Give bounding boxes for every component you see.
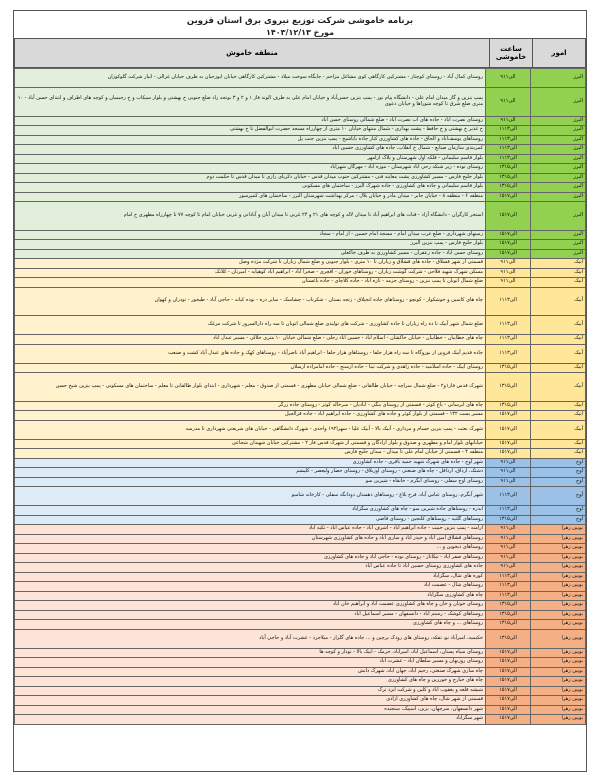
table-row <box>15 601 586 611</box>
cell-time: ۹الی۱۱ <box>486 88 531 117</box>
cell-area: بویین زهرا <box>531 563 586 573</box>
cell-region: منطقه ۴ - قسمتی از خیابان امام علی تا میدان - میدان خلیج فارس <box>15 449 486 459</box>
cell-area: بویین زهرا <box>531 582 586 592</box>
cell-time: ۱۳الی۱۵ <box>486 620 531 630</box>
cell-region: منطقه ۶ - منطقه ۸ - خیابان جابر - میدان مادر و خیابان بلال - مرکز بهداشت شهرستان البرز - ساختمان های کمپرسور <box>15 192 486 202</box>
column-header-row <box>14 38 586 68</box>
cell-time: ۱۱الی۱۳ <box>486 572 531 582</box>
column-header-region: منطقه خاموش <box>15 39 490 68</box>
cell-time: ۹الی۱۱ <box>486 278 531 288</box>
column-header-area: امور <box>533 39 586 68</box>
cell-region: روستاهای دیخوین و ... <box>15 544 486 554</box>
cell-region: روستاهای قشلاق امین آباد و حیدر آباد و ساری آباد و جاده های کشاورزی شهرستان <box>15 534 486 544</box>
cell-time: ۹الی۱۱ <box>486 458 531 468</box>
cell-region: روستای سیاه پستان، اسماعیل آباد، امیرآباد، خرمک - آبیک بالا - تودار و کوچه ها <box>15 648 486 658</box>
table-row <box>15 287 586 316</box>
table-row <box>15 677 586 687</box>
cell-area: البرز <box>531 183 586 193</box>
cell-area: آوج <box>531 477 586 487</box>
table-row <box>15 126 586 136</box>
cell-area: البرز <box>531 135 586 145</box>
cell-time: ۱۵الی۱۷ <box>486 240 531 250</box>
cell-region: جاده های کشاورزی روستای حسین آباد تا جاده عباس آباد <box>15 563 486 573</box>
table-row <box>15 268 586 278</box>
cell-area: بویین زهرا <box>531 553 586 563</box>
cell-time: ۱۱الی۱۳ <box>486 145 531 155</box>
cell-area: آبیک <box>531 287 586 316</box>
cell-area: البرز <box>531 69 586 88</box>
cell-region: خیابانهای بلوار امام و مطهری و صدوق و بلوار آزادگان و قسمتی از شهرک قدس فاز ۲ - مشترکین خیابان شهیدان شجاعی <box>15 439 486 449</box>
table-row <box>15 230 586 240</box>
cell-area: البرز <box>531 173 586 183</box>
cell-region: آبدره - روستاهای جاده شیرین سو - چاه های کشاورزی سگزآباد <box>15 506 486 516</box>
table-row <box>15 563 586 573</box>
table-row <box>15 411 586 421</box>
cell-region: شهرک قدس فاز۱و۲ - ضلع شمال سراچه - خیابان طالقانی - ضلع شمالی خیابان مطهری - قسمتی از صدوق - معلم - شهرداری - ابتدای بلوار طالقانی تا معلم - ساختمان های مسکونی - پمپ بنزین شیخ حسن <box>15 373 486 402</box>
cell-time: ۱۳الی۱۵ <box>486 173 531 183</box>
table-row <box>15 335 586 345</box>
cell-time: ۱۱الی۱۳ <box>486 487 531 506</box>
cell-area: البرز <box>531 88 586 117</box>
cell-area: البرز <box>531 192 586 202</box>
cell-time: ۱۱الی۱۳ <box>486 344 531 363</box>
table-row <box>15 439 586 449</box>
cell-time: ۱۵الی۱۷ <box>486 249 531 259</box>
cell-region: روستای روزبهان و مسیر سلطان آباد - عشرت آباد <box>15 658 486 668</box>
table-row <box>15 458 586 468</box>
cell-region: حکیمیه، امیرآباد نو، تفکه، روستای های رودک پرچین و ... جاده های گلزار - میلاجرد - عشرت آباد و حاجی آباد <box>15 629 486 648</box>
cell-area: آوج <box>531 458 586 468</box>
table-row <box>15 658 586 668</box>
cell-region: روستاهای ... و چاه های کشاورزی <box>15 620 486 630</box>
schedule-sheet <box>13 10 587 772</box>
cell-time: ۱۵الی۱۷ <box>486 677 531 687</box>
cell-region: پمپ بنزین و گاز میدان امام علی - دانشگاه پیام نور - پمپ بنزین حسن‌آباد و خیابان امام علی به طرف الوند فاز ۱ و ۲ و ۳ بوتجه زاد ضلع جنوبی خ بهشتی و بلوار سپکاب و خ رحیمیان و کوچه های اطراف و ابتدای حسن آباد - ۱۰ متری ضلع شرق تا کوچه شوراها و خیابان دعوی <box>15 88 486 117</box>
cell-time: ۱۵الی۱۷ <box>486 230 531 240</box>
cell-time: ۹الی۱۱ <box>486 69 531 88</box>
cell-area: آبیک <box>531 335 586 345</box>
table-row <box>15 648 586 658</box>
table-row <box>15 506 586 516</box>
cell-region: روستای نوده - زیر شبکه رحی آباد شهرستان - موزه آباد - مهرگان شهرآباد <box>15 164 486 174</box>
cell-region: چاه های آبرسانی - باغ کوثر - قسمتی از روستای ینگی - آبادیان - سرخاله کوثر - روستای جاده زرگر <box>15 401 486 411</box>
cell-region: قسمتی از شهر قشلاق - جاده های قشلاق و زیاران تا ۱۰ متری - بلوار جنوبی و ضلع شمال زیاران تا شرکت مژده وصل <box>15 259 486 269</box>
cell-region: شهر دانسفهان، سرچهان، بزین، اسپیک، سنجیده <box>15 705 486 715</box>
cell-area: بویین زهرا <box>531 572 586 582</box>
cell-time: ۱۵الی۱۷ <box>486 686 531 696</box>
table-row <box>15 259 586 269</box>
cell-region: روستای کمال آباد - روستای کوچنار - مشترکین کارگاهی کوی مشاغل مزاحم - جایگاه سوخت میلاد - مشترکین کارگاهی خیابان ابوزحیان به طرف خیابان غزالی - انبار شرکت گلوکوزان <box>15 69 486 88</box>
cell-area: آبیک <box>531 373 586 402</box>
cell-region: شهرک بعثت - پمپ بنزین حسام و مرداری - آبیک بالا - آبیک علیا - سهرا۱۹۲ واحدی - شهرک دانشگاهی - خیابان های شریعتی شهرداری تا مدرسه <box>15 420 486 439</box>
cell-region: چاه های خیارج و خورزین و چاه های کشاورزی <box>15 677 486 687</box>
cell-time: ۹الی۱۱ <box>486 544 531 554</box>
cell-area: بویین زهرا <box>531 658 586 668</box>
cell-area: البرز <box>531 126 586 136</box>
cell-time: ۹الی۱۱ <box>486 116 531 126</box>
cell-time: ۹الی۱۱ <box>486 563 531 573</box>
table-row <box>15 468 586 478</box>
table-row <box>15 173 586 183</box>
cell-region: روستای آبیک - جاده اسلامیه - جاده زاهدی و شرکت تینا - جاده آرسنج - جاده امامزاده ارسلان <box>15 363 486 373</box>
cell-area: آبیک <box>531 411 586 421</box>
cell-area: بویین زهرا <box>531 667 586 677</box>
cell-area: بویین زهرا <box>531 610 586 620</box>
cell-time: ۱۵الی۱۷ <box>486 202 531 231</box>
cell-time: ۱۱الی۱۳ <box>486 335 531 345</box>
cell-region: ارامنه - پمپ بنزین حبیب - جاده ابراهیم آباد - اشرف آباد - جاده عباس آباد - تکیه آباد <box>15 525 486 535</box>
cell-area: بویین زهرا <box>531 601 586 611</box>
cell-area: بویین زهرا <box>531 705 586 715</box>
cell-region: مسکن شهرک شهید فلاحی - شرکت گوشت زیاران - روستاهای خوزان - آقچری - صحرا آباد - ابراهیم آباد کوهپایه - امیرنان - کلانک <box>15 268 486 278</box>
cell-area: البرز <box>531 240 586 250</box>
cell-time: ۱۳الی۱۵ <box>486 610 531 620</box>
table-row <box>15 249 586 259</box>
cell-time: ۱۳الی۱۵ <box>486 629 531 648</box>
cell-time: ۱۵الی۱۷ <box>486 449 531 459</box>
table-row <box>15 686 586 696</box>
table-row <box>15 420 586 439</box>
table-row <box>15 202 586 231</box>
cell-region: ضلع شمال شهر آبیک تا ده راه زیاران تا جاده کشاورزی - شرکت های تولیدی ضلع شمالی اتوبان تا سه راه دارالسرور تا شرکت مرغک <box>15 316 486 335</box>
cell-time: ۱۱الی۱۳ <box>486 287 531 316</box>
cell-area: البرز <box>531 164 586 174</box>
table-row <box>15 591 586 601</box>
table-row <box>15 240 586 250</box>
table-row <box>15 629 586 648</box>
table-row <box>15 487 586 506</box>
cell-region: کمربندی سازمان صنایع - شمال خ انقلاب، جاده های کشاورزی حسین آباد <box>15 145 486 155</box>
cell-area: بویین زهرا <box>531 715 586 725</box>
cell-time: ۱۵الی۱۷ <box>486 411 531 421</box>
outage-table <box>14 68 586 725</box>
cell-region: روستای آوج سفلی - روستای آبگرم - خانقاه - شیرین سو <box>15 477 486 487</box>
cell-area: بویین زهرا <box>531 525 586 535</box>
cell-region: بلوار قاسم سلیمانی و جاده های کشاورزی - جاده شهرک البرز - ساختمان های مسکونی <box>15 183 486 193</box>
cell-region: بلوار خلیج فارس - پمپ بنزین البرز <box>15 240 486 250</box>
cell-region: کوره های شال، سگزآباد <box>15 572 486 582</box>
table-row <box>15 449 586 459</box>
cell-region: بلوار خلیج فارس - مسیر کشاورزی پشت معاینه فنی - مشترکین جنوب میدان قدس - خیابان ذکریای رازی تا میدان قدس تا حکمت دوم <box>15 173 486 183</box>
cell-region: روستاهای گلتپه - روستاهای کلنجین - روستای قاضی <box>15 515 486 525</box>
cell-area: البرز <box>531 202 586 231</box>
cell-region: شیشه قلعه و یعقوب آباد و کلین و شرکت ایزد ترک <box>15 686 486 696</box>
table-row <box>15 344 586 363</box>
table-row <box>15 477 586 487</box>
table-row <box>15 88 586 117</box>
cell-area: آبیک <box>531 420 586 439</box>
cell-time: ۱۳الی۱۵ <box>486 515 531 525</box>
cell-time: ۱۵الی۱۷ <box>486 648 531 658</box>
cell-area: البرز <box>531 116 586 126</box>
cell-region: چاه های کاسین و خوشکوار - کونچو - روستاهای جاده انجیلاق - زنجه بستان - شکرناب - چشاسک - سایر دره - نوده کیانه - حاجی آباد - طیخور - تودران و کهوان <box>15 287 486 316</box>
cell-area: آوج <box>531 515 586 525</box>
cell-area: بویین زهرا <box>531 648 586 658</box>
cell-time: ۱۵الی۱۷ <box>486 667 531 677</box>
cell-area: بویین زهرا <box>531 686 586 696</box>
cell-area: بویین زهرا <box>531 591 586 601</box>
cell-area: آبیک <box>531 363 586 373</box>
cell-time: ۱۵الی۱۷ <box>486 705 531 715</box>
cell-area: آبیک <box>531 259 586 269</box>
cell-time: ۱۳الی۱۵ <box>486 601 531 611</box>
cell-area: آوج <box>531 506 586 516</box>
cell-area: آبیک <box>531 401 586 411</box>
cell-region: استخر کارگران - دانشگاه آزاد - قنات های ابراهیم آباد تا میدان لاله و کوچه های ۲۱ و ۲۴ غربی تا میدان آبان و آبادانی و غربی خیابان امام تا کوچه ۷۷ تا چهارراه مطهری خ امام <box>15 202 486 231</box>
cell-time: ۱۱الی۱۳ <box>486 126 531 136</box>
table-row <box>15 525 586 535</box>
column-header-time: ساعت خاموشی <box>490 39 533 68</box>
table-row <box>15 316 586 335</box>
cell-region: خ غدیر خ بهشتی و خ حافظ - پشت بهداری - شمال منتهای خیابان ۱۰ متری از چهارراه مسجد حضرت ابوالفضل تا خ بهشتی <box>15 126 486 136</box>
cell-time: ۹الی۱۱ <box>486 477 531 487</box>
cell-area: بویین زهرا <box>531 544 586 554</box>
cell-time: ۱۱الی۱۳ <box>486 591 531 601</box>
table-row <box>15 192 586 202</box>
table-row <box>15 69 586 88</box>
cell-region: روستای حسن آباد - جاده زعفران - مسیر کشاورزی به طرف خاکعلی <box>15 249 486 259</box>
cell-area: البرز <box>531 154 586 164</box>
date-line: مورخ ۱۴۰۳/۱۲/۱۳ <box>265 28 335 37</box>
table-row <box>15 164 586 174</box>
cell-region: روستای خونان و خان و چاه های کشاورزی عصمت آباد و ابراهیم خان آباد <box>15 601 486 611</box>
cell-area: آبیک <box>531 278 586 288</box>
cell-region: قسمتی از شهر شال، چاه های کشاورزی آزادی <box>15 696 486 706</box>
cell-time: ۱۳الی۱۵ <box>486 183 531 193</box>
table-row <box>15 373 586 402</box>
cell-region: روستاهای یوسف‌آباد و الحاق - جاده های کشاورزی کنار جاده بابا‌شیخ - پمپ بنزین جنب پل <box>15 135 486 145</box>
page-title: برنامه خاموشی شرکت توزیع نیروی برق استان قزوین <box>186 16 414 26</box>
cell-region: بلوار قاسم سلیمانی - فلکه اول شهرستان و پلاک آرامهر <box>15 154 486 164</box>
cell-time: ۱۵الی۱۷ <box>486 192 531 202</box>
table-row <box>15 534 586 544</box>
cell-time: ۱۵الی۱۷ <box>486 696 531 706</box>
cell-area: بویین زهرا <box>531 629 586 648</box>
cell-time: ۹الی۱۱ <box>486 534 531 544</box>
cell-region: ضلع شمال اتوبان تا پمپ بنزین - روستای جزمه - تازه آباد - جاده کلاچای - جاده باغستان <box>15 278 486 288</box>
cell-region: چاه سازی شهرک صنعتی، رحیم آباد، جهان آباد، شهرک دانش <box>15 667 486 677</box>
cell-time: ۱۵الی۱۷ <box>486 658 531 668</box>
table-row <box>15 135 586 145</box>
cell-time: ۹الی۱۱ <box>486 268 531 278</box>
cell-time: ۱۵الی۱۷ <box>486 420 531 439</box>
table-row <box>15 278 586 288</box>
cell-area: آوج <box>531 468 586 478</box>
table-row <box>15 705 586 715</box>
table-row <box>15 154 586 164</box>
cell-region: روستاهای صفر آباد - تیکاناز - روستای نوده - حاجی آباد و جاده های کشاورزی <box>15 553 486 563</box>
cell-region: چاه های کشاورزی سگزآباد <box>15 591 486 601</box>
cell-time: ۹الی۱۱ <box>486 468 531 478</box>
cell-time: ۱۳الی۱۵ <box>486 363 531 373</box>
cell-time: ۹الی۱۱ <box>486 553 531 563</box>
cell-region: دشتک، ارداق، ارداقل - چاه های صنعتی - روستای اوزبلاق - روستای حصار ولیعصر - کلیشم <box>15 468 486 478</box>
cell-area: آبیک <box>531 449 586 459</box>
table-row <box>15 145 586 155</box>
cell-time: ۱۱الی۱۳ <box>486 506 531 516</box>
table-row <box>15 715 586 725</box>
cell-area: بویین زهرا <box>531 534 586 544</box>
cell-time: ۱۳الی۱۵ <box>486 373 531 402</box>
cell-time: ۱۵الی۱۷ <box>486 715 531 725</box>
cell-time: ۱۱الی۱۳ <box>486 316 531 335</box>
cell-time: ۹الی۱۱ <box>486 259 531 269</box>
cell-area: البرز <box>531 230 586 240</box>
table-row <box>15 401 586 411</box>
table-row <box>15 544 586 554</box>
cell-region: شهر آبگرم، روستای عباس آباد، فرخ بلاغ - روستاهای دهستان دودانگه سفلی - کارخانه شامبو <box>15 487 486 506</box>
table-row <box>15 696 586 706</box>
cell-area: البرز <box>531 249 586 259</box>
cell-region: شهر آوج - جاده های شهرک شهید حمید باقری - جاده کشاورزی <box>15 458 486 468</box>
table-row <box>15 515 586 525</box>
cell-region: روستاهای کوشک - رستم آباد - دانسفهان - مسیر اسماعیل آباد <box>15 610 486 620</box>
table-row <box>15 116 586 126</box>
cell-region: روستاهای شال - عصمت آباد <box>15 582 486 592</box>
cell-region: روستای نصرت آباد - جاده های آب نصرت آباد - ضلع شمالی روستای حسن آباد <box>15 116 486 126</box>
cell-area: آبیک <box>531 439 586 449</box>
table-row <box>15 572 586 582</box>
cell-area: آبیک <box>531 344 586 363</box>
table-row <box>15 610 586 620</box>
cell-time: ۱۱الی۱۳ <box>486 582 531 592</box>
cell-region: شهر سگزآباد <box>15 715 486 725</box>
cell-area: آبیک <box>531 268 586 278</box>
cell-area: البرز <box>531 145 586 155</box>
cell-area: بویین زهرا <box>531 620 586 630</box>
cell-region: مسیر پست ۱۳۲ - قسمتی از بلوار کوثر و جاده های کشاورزی - جاده ابراهیم آباد - جاده قزالجیل <box>15 411 486 421</box>
cell-time: ۱۳الی۱۵ <box>486 401 531 411</box>
table-row <box>15 667 586 677</box>
table-row <box>15 363 586 373</box>
table-row <box>15 183 586 193</box>
cell-region: چاه های خطابیان - خطابیان - خیابان خاکشان - اسلام آباد - حسین آباد رحلی - ضلع شمالی خیابان ۱۰ متری جلالی - مسیر عبدل آباد <box>15 335 486 345</box>
cell-area: آوج <box>531 487 586 506</box>
cell-area: بویین زهرا <box>531 696 586 706</box>
cell-time: ۹الی۱۱ <box>486 525 531 535</box>
table-row <box>15 553 586 563</box>
cell-region: زمینهای شهرداری - ضلع غرب میدان امام - مسجد امام حسین - از امام - سجاد <box>15 230 486 240</box>
cell-time: ۱۱الی۱۳ <box>486 154 531 164</box>
cell-area: آبیک <box>531 316 586 335</box>
cell-time: ۱۵الی۱۷ <box>486 439 531 449</box>
cell-time: ۱۳الی۱۵ <box>486 164 531 174</box>
table-row <box>15 620 586 630</box>
cell-time: ۱۱الی۱۳ <box>486 135 531 145</box>
cell-area: بویین زهرا <box>531 677 586 687</box>
cell-region: جاده قدیم آبیک قزوین از نوروگاه تا سه راه هزار جلفا - روستاهای هزار جلفا - ابراهیم آباد ناصرآباد - روستاهای کهک و جاده های عبدل آباد کشت و صنعت <box>15 344 486 363</box>
table-row <box>15 582 586 592</box>
